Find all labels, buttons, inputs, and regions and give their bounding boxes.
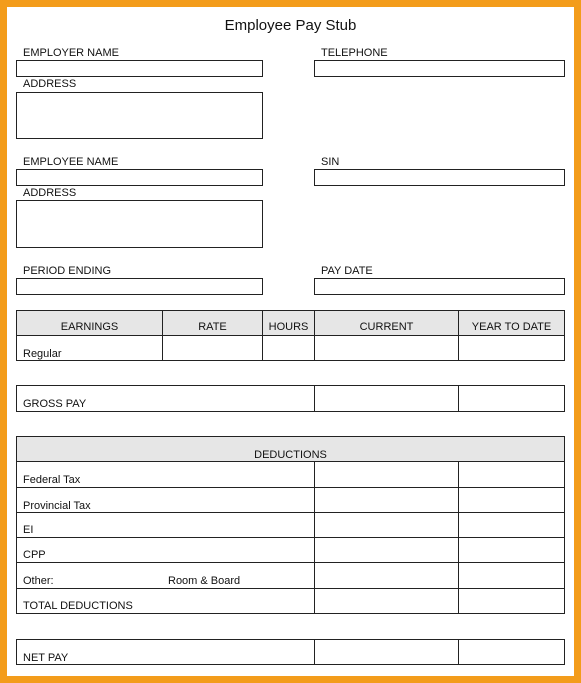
period-ending-field[interactable] [16,278,263,295]
deductions-header: DEDUCTIONS [254,449,327,461]
earnings-table [16,310,565,361]
employee-address-label: ADDRESS [23,187,77,199]
deduction-row-label: Other: [23,575,54,587]
deduction-row-label: Provincial Tax [23,500,91,512]
employee-address-field[interactable] [16,200,263,248]
telephone-label: TELEPHONE [321,47,388,59]
earnings-row-label: Regular [23,348,62,360]
deduction-row-label: Federal Tax [23,474,81,486]
hours-col-header: HOURS [268,321,309,333]
employee-name-field[interactable] [16,169,263,186]
sin-label: SIN [321,156,340,168]
current-col-header: CURRENT [359,321,414,333]
period-ending-label: PERIOD ENDING [23,265,112,277]
total-deductions-label: TOTAL DEDUCTIONS [23,600,133,612]
ytd-col-header: YEAR TO DATE [471,321,552,333]
earnings-col-header: EARNINGS [60,321,119,333]
employer-name-label: EMPLOYER NAME [23,47,119,59]
employer-address-label: ADDRESS [23,78,77,90]
employer-name-field[interactable] [16,60,263,77]
gross-pay-row [16,385,565,412]
net-pay-row [16,639,565,665]
pay-date-label: PAY DATE [321,265,373,277]
employee-name-label: EMPLOYEE NAME [23,156,119,168]
sin-field[interactable] [314,169,565,186]
telephone-field[interactable] [314,60,565,77]
employer-address-field[interactable] [16,92,263,139]
other-deduction-note: Room & Board [168,575,241,587]
pay-date-field[interactable] [314,278,565,295]
deductions-table [16,436,565,614]
net-pay-label: NET PAY [23,652,69,664]
deduction-row-label: EI [23,524,34,536]
document-title: Employee Pay Stub [224,17,357,34]
deduction-row-label: CPP [23,549,46,561]
gross-pay-label: GROSS PAY [23,398,87,410]
rate-col-header: RATE [198,321,227,333]
